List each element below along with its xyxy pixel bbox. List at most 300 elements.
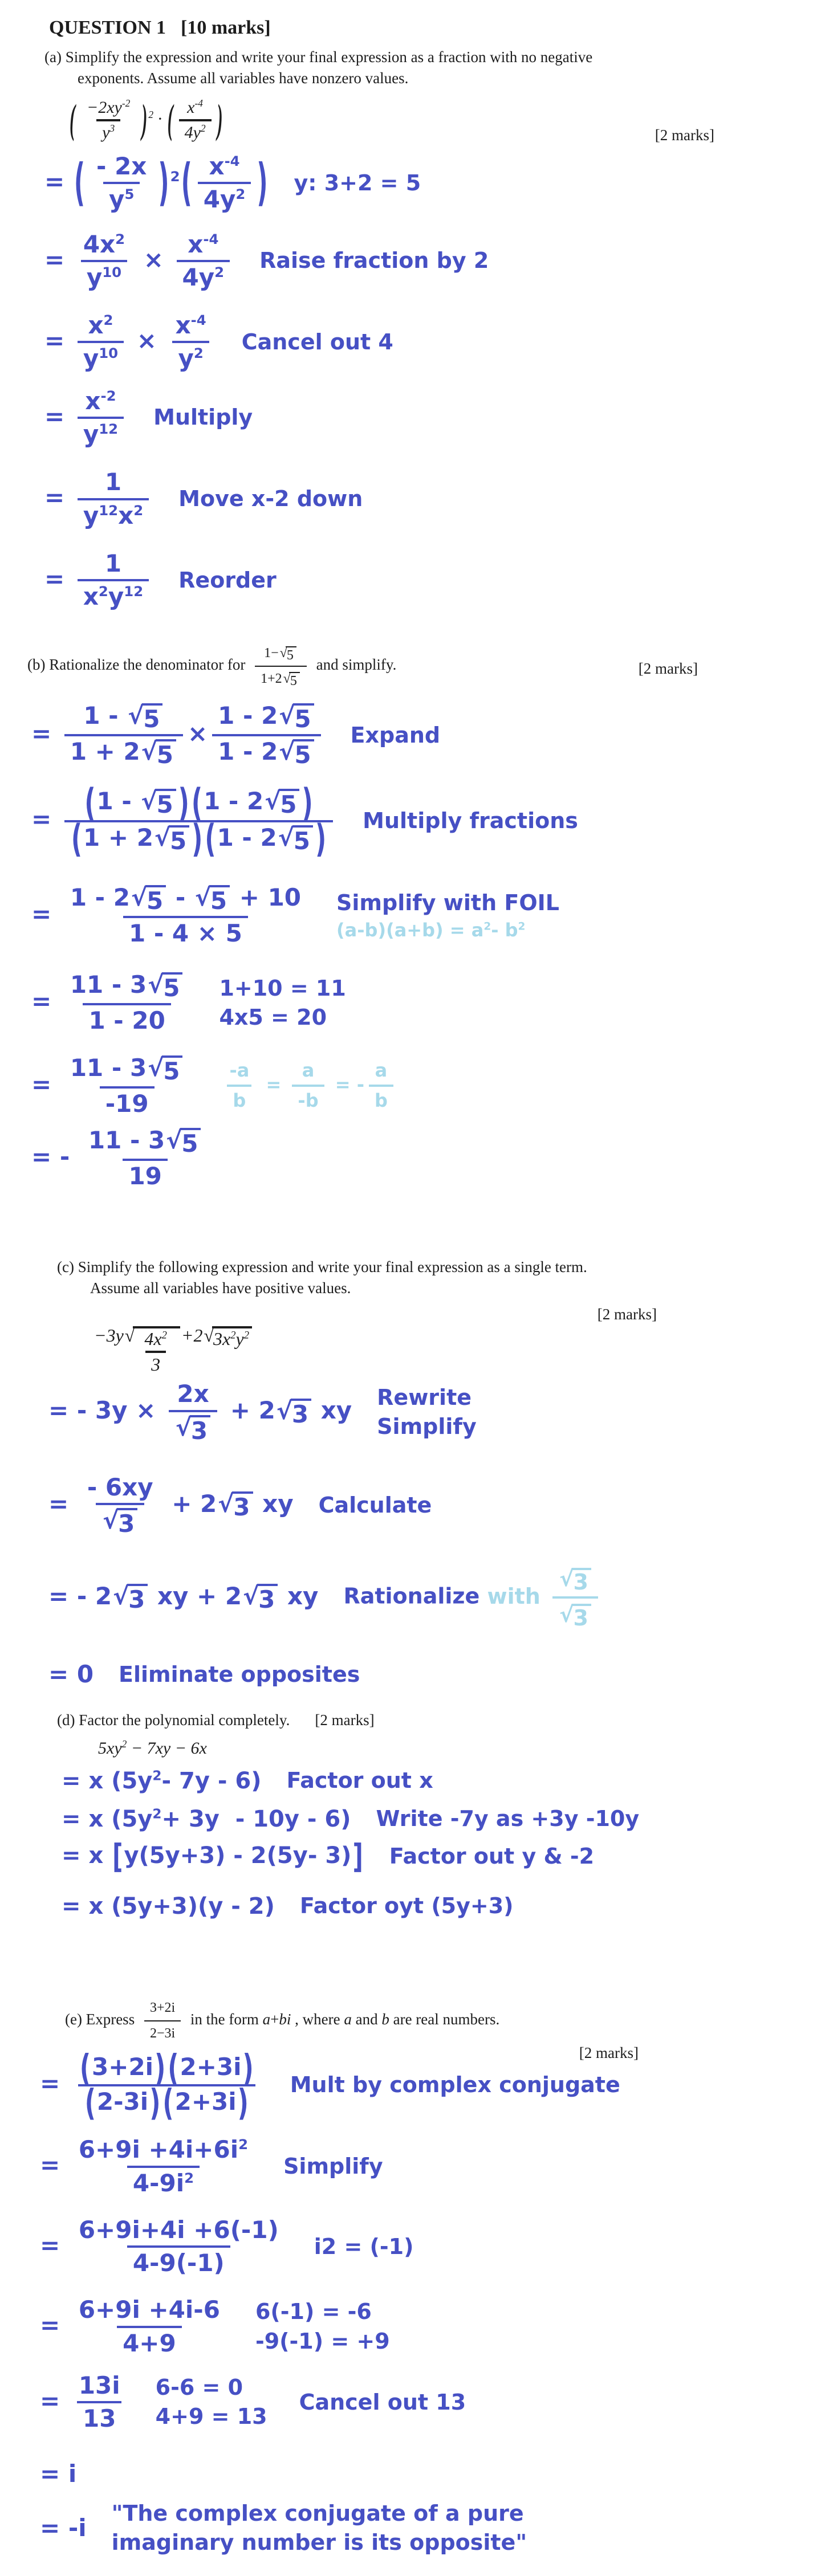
math-text: 4x5 = 20 — [219, 1004, 327, 1030]
math-text: 2+3i — [174, 2087, 237, 2116]
denominator — [78, 417, 124, 448]
annotation — [351, 721, 441, 750]
numerator — [171, 1380, 214, 1409]
solution-step — [40, 2372, 821, 2433]
math-text: xy — [254, 1490, 294, 1518]
annotations-column — [242, 328, 393, 357]
denominator — [145, 1351, 166, 1375]
exponent: 12 — [99, 421, 119, 438]
math-text: 5 — [163, 974, 180, 1002]
math-text: 1 - 4 × 5 — [129, 919, 242, 947]
math-text: = - 2 — [48, 1582, 112, 1610]
bracket-open: [ — [112, 1837, 123, 1876]
math-text: Simplify — [283, 2153, 383, 2179]
math-text: (e) Express — [65, 2011, 139, 2028]
part-b-marks: [2 marks] — [638, 660, 698, 677]
math-text: y — [109, 185, 125, 214]
math-text: × — [135, 245, 172, 274]
paren-close: ) — [155, 2047, 166, 2089]
math-text: 1+2 — [261, 671, 282, 686]
math-text: 3 — [118, 1510, 135, 1538]
math-text: 6-6 = 0 — [155, 2375, 243, 2400]
sqrt-radical — [128, 703, 162, 732]
sqrt-radical — [218, 1491, 253, 1521]
annotations-column — [178, 566, 277, 595]
annotation — [153, 403, 253, 432]
math-text: 1 - — [83, 702, 127, 729]
annotations-column-2 — [299, 2388, 466, 2417]
math-text: Factor oyt (5y+3) — [299, 1893, 514, 1918]
math-text: 3 — [573, 1605, 588, 1631]
solution-step — [40, 2296, 821, 2357]
math-text: = - — [328, 1074, 364, 1096]
math-text: - 7y - 6) — [161, 1767, 262, 1794]
math-text: Eliminate opposites — [119, 1661, 360, 1687]
math-text: = — [44, 483, 73, 512]
radical-sign-icon: √ — [278, 823, 294, 851]
math-text: 3 — [151, 1354, 161, 1375]
sqrt-radical — [155, 825, 189, 854]
radical-sign-icon: √ — [124, 1325, 135, 1346]
radicand — [155, 789, 176, 818]
sqrt-radical — [176, 1415, 210, 1444]
exponent: 2 — [121, 1738, 127, 1750]
math-text: Move x-2 down — [178, 486, 363, 512]
numerator — [182, 231, 224, 260]
paren-close: ) — [217, 97, 223, 142]
math-text: - 6xy — [87, 1473, 153, 1501]
solution-step — [44, 312, 821, 373]
math-text: 1 - 2 — [218, 737, 278, 766]
numerator — [73, 2372, 126, 2401]
annotations-column — [290, 2070, 620, 2100]
handwritten-math-line — [62, 1837, 364, 1876]
denominator — [169, 1410, 217, 1444]
math-text: y — [178, 344, 194, 373]
handwritten-math-line — [40, 2216, 289, 2277]
math-text: = — [44, 564, 73, 593]
radicand — [145, 885, 166, 914]
math-text: y — [83, 501, 99, 529]
radical-sign-icon: √ — [276, 1396, 292, 1425]
math-text: = — [44, 245, 73, 274]
math-text: × — [128, 326, 165, 354]
radicand — [293, 739, 314, 768]
sqrt-radical — [265, 789, 299, 818]
solution-step — [31, 884, 821, 947]
math-text: = — [31, 1070, 60, 1098]
solution-step — [48, 1380, 821, 1444]
radicand — [232, 1491, 253, 1521]
denominator — [81, 260, 127, 291]
annotations-column — [219, 974, 346, 1033]
math-text: 6+9i+4i +6(-1) — [78, 2215, 279, 2244]
math-text: 1 - 2 — [70, 883, 130, 911]
math-text: = — [259, 1074, 288, 1096]
numerator — [64, 884, 307, 916]
math-text: -9(-1) = +9 — [255, 2328, 390, 2354]
question-header — [49, 17, 821, 39]
math-text: 4x — [144, 1328, 162, 1349]
exponent: 2 — [200, 123, 206, 134]
denominator — [255, 666, 307, 690]
fraction — [91, 153, 152, 214]
part-c-steps — [0, 1380, 821, 1689]
math-text: x — [83, 582, 99, 611]
math-text: i2 = (-1) — [314, 2233, 414, 2259]
paren-open: ( — [79, 2047, 91, 2089]
denominator — [227, 1085, 251, 1113]
numerator — [81, 98, 136, 119]
math-text: 3x — [213, 1328, 231, 1349]
handwritten-math-line — [44, 550, 153, 611]
denominator — [78, 579, 149, 610]
radical-sign-icon: √ — [148, 971, 164, 999]
radical-sign-icon: √ — [283, 671, 291, 686]
sqrt-radical — [278, 825, 313, 854]
numerator — [79, 388, 121, 417]
paren-open: ( — [70, 97, 75, 142]
radicand — [212, 1326, 252, 1349]
fraction — [255, 643, 307, 690]
paren-open: ( — [84, 780, 96, 825]
math-text: 5 — [143, 705, 160, 733]
denominator — [198, 182, 251, 213]
radicand — [257, 1584, 278, 1613]
radicand — [162, 1055, 182, 1085]
fraction — [73, 2216, 284, 2277]
math-text: Calculate — [318, 1492, 432, 1518]
math-text: (a-b)(a+b) = a — [336, 919, 484, 941]
paren-open: ( — [191, 780, 203, 825]
math-text: Rewrite — [377, 1384, 472, 1410]
annotation — [112, 2528, 527, 2557]
annotations-column — [283, 2152, 383, 2181]
math-text: = — [40, 2311, 68, 2339]
annotation — [336, 888, 559, 918]
radical-sign-icon: √ — [131, 883, 147, 911]
math-text: x — [187, 98, 195, 117]
handwritten-math-line — [31, 780, 338, 861]
math-text: and simplify. — [312, 656, 397, 674]
math-text: y — [235, 1328, 244, 1349]
numerator — [73, 2296, 226, 2325]
part-b-steps — [0, 702, 821, 1191]
math-text: b — [233, 1090, 246, 1112]
math-text: Factor out x — [286, 1768, 433, 1793]
numerator — [258, 643, 303, 666]
denominator — [64, 816, 333, 861]
exponent: 10 — [99, 345, 119, 362]
exponent: 2 — [133, 502, 144, 519]
math-text: = i — [40, 2459, 77, 2488]
denominator — [103, 182, 140, 213]
annotations-column — [294, 169, 421, 198]
denominator — [212, 734, 320, 768]
math-text: 1 - — [96, 787, 140, 816]
math-text: -19 — [105, 1089, 149, 1118]
math-text: = — [40, 2386, 68, 2415]
math-text: 5 — [294, 705, 311, 733]
sqrt-radical — [559, 1568, 591, 1595]
exponent: 10 — [102, 263, 122, 280]
exponent: 2 — [184, 2169, 194, 2186]
part-d-prompt — [57, 1710, 290, 1731]
solution-step — [31, 702, 821, 768]
math-text: 5xy — [98, 1739, 122, 1758]
part-d-prompt-row — [57, 1710, 821, 1731]
exponent: 2 — [103, 312, 113, 329]
annotations-column — [336, 888, 559, 942]
radical-sign-icon: √ — [141, 787, 157, 816]
fraction — [170, 312, 212, 373]
math-text: 5 — [169, 826, 187, 855]
fraction — [78, 231, 131, 292]
denominator — [83, 1003, 170, 1034]
numerator — [144, 1998, 181, 2020]
math-text: = — [48, 1490, 77, 1518]
denominator — [78, 2081, 255, 2123]
math-text: y — [108, 582, 124, 611]
handwritten-math-line — [44, 231, 234, 292]
math-text: 4-9(-1) — [132, 2249, 225, 2277]
annotation — [389, 1842, 594, 1871]
math-text: -b — [298, 1090, 319, 1112]
math-text: 11 - 3 — [70, 1053, 147, 1082]
solution-step — [44, 231, 821, 292]
math-text: 5 — [293, 826, 310, 855]
exponent: 5 — [124, 186, 135, 203]
paren-open: ( — [162, 2081, 174, 2123]
math-text: = x (5y+3)(y - 2) — [62, 1893, 275, 1919]
numerator — [64, 971, 190, 1003]
paren-open: ( — [181, 153, 192, 212]
annotations-column — [255, 2297, 390, 2356]
math-text: 4y — [184, 123, 201, 142]
math-text: 2-3i — [96, 2087, 149, 2116]
part-b-section — [0, 643, 821, 1191]
math-text: = x — [62, 1843, 112, 1869]
exponent: 2 — [152, 1806, 162, 1822]
paren-close: ) — [158, 153, 169, 212]
exponent: 12 — [99, 502, 119, 519]
numerator — [78, 702, 169, 734]
exponent: -4 — [203, 230, 219, 247]
math-text: Expand — [350, 722, 441, 748]
math-text: b — [374, 1090, 388, 1112]
annotation — [376, 1804, 640, 1833]
math-text: × — [187, 719, 208, 748]
math-text: Write -7y as +3y -10y — [376, 1806, 640, 1832]
handwritten-math-line — [44, 388, 128, 449]
math-text: in the form — [186, 2011, 263, 2028]
math-text: y — [86, 263, 103, 291]
sqrt-radical — [141, 789, 176, 818]
math-text: Rationalize — [343, 1583, 487, 1609]
solution-step — [40, 2136, 821, 2197]
solution-step — [31, 780, 821, 861]
math-text: exponents. Assume all variables have nonzero values. — [78, 70, 409, 87]
annotations-column — [119, 1660, 360, 1689]
radicand — [293, 703, 314, 732]
exponent: 2 — [238, 2136, 249, 2153]
annotation — [255, 2297, 390, 2326]
math-text: = — [44, 167, 73, 195]
numerator — [212, 702, 320, 734]
math-text: - b — [491, 919, 518, 941]
fraction — [78, 312, 124, 373]
sqrt-radical — [103, 1508, 137, 1537]
radicand — [127, 1584, 148, 1613]
handwritten-math-line — [40, 2460, 76, 2488]
math-text: 5 — [146, 886, 164, 915]
radicand — [289, 672, 300, 688]
math-text: , where — [291, 2011, 344, 2028]
radicand — [572, 1568, 591, 1595]
paren-close: ) — [149, 2081, 161, 2123]
annotation — [156, 2402, 267, 2431]
fraction — [64, 884, 307, 947]
math-text: Cancel out 4 — [241, 329, 393, 354]
prompt-line — [57, 1257, 821, 1278]
math-text: a — [302, 1059, 315, 1082]
math-text: + 2 — [222, 1396, 275, 1425]
math-variable: a — [344, 2011, 352, 2028]
exponent: 2 — [148, 108, 154, 120]
annotation — [219, 1058, 397, 1113]
fraction — [73, 2296, 226, 2357]
prompt-line — [27, 643, 821, 690]
radicand — [286, 646, 296, 663]
denominator — [123, 916, 248, 947]
radical-sign-icon: √ — [243, 1582, 259, 1610]
math-text: xy — [312, 1396, 352, 1425]
solution-step — [31, 1127, 821, 1190]
paren-close: ) — [257, 153, 268, 212]
numerator — [296, 1058, 320, 1085]
handwritten-math-line — [48, 1380, 352, 1444]
fraction — [81, 98, 136, 142]
exponent: -4 — [224, 153, 240, 169]
math-variable: b — [381, 2011, 389, 2028]
solution-step — [44, 153, 821, 214]
math-text: 3 — [190, 1416, 208, 1445]
math-text: x — [209, 152, 225, 180]
paren-close: ) — [192, 816, 203, 861]
math-text: +2 — [181, 1325, 203, 1346]
math-text: 5 — [294, 741, 311, 769]
annotation — [219, 974, 346, 1003]
solution-step — [48, 1474, 821, 1537]
math-text: 1− — [264, 646, 279, 661]
annotation — [255, 2327, 390, 2356]
fraction — [64, 780, 333, 861]
exponent: 2 — [152, 1768, 162, 1784]
radicand — [291, 1399, 311, 1428]
fraction — [78, 468, 149, 529]
math-text: 1+10 = 11 — [219, 975, 346, 1001]
radical-sign-icon: √ — [559, 1566, 574, 1592]
numerator — [203, 153, 245, 182]
part-c-section — [0, 1257, 821, 1689]
handwritten-math-line — [48, 1661, 94, 1688]
part-a-steps — [0, 153, 821, 611]
numerator — [170, 312, 212, 341]
handwritten-math-line — [40, 2296, 230, 2357]
solution-step — [44, 388, 821, 449]
math-text: + 2 — [163, 1490, 217, 1518]
math-text: Factor out y & -2 — [389, 1843, 595, 1869]
annotation — [300, 1892, 514, 1921]
math-text: y — [102, 123, 110, 142]
paren-close: ) — [302, 780, 313, 825]
math-variable: a — [262, 2011, 271, 2028]
fraction — [83, 1127, 208, 1190]
annotations-column — [389, 1842, 594, 1871]
prompt-line — [44, 47, 821, 68]
sqrt-radical — [559, 1604, 591, 1631]
solution-step — [48, 1564, 821, 1631]
math-text: = x (5y — [62, 1805, 153, 1832]
radical-sign-icon: √ — [194, 883, 211, 911]
math-text: 1 - 2 — [204, 787, 264, 816]
math-text: 5 — [156, 790, 173, 819]
numerator — [181, 98, 209, 119]
math-text: 3 — [573, 1570, 588, 1595]
fraction — [212, 702, 320, 768]
math-text: xy + 2 — [149, 1582, 242, 1610]
part-d-given-expression — [98, 1739, 821, 1758]
math-text: 6+9i +4i-6 — [78, 2296, 220, 2324]
annotations-column — [319, 1491, 432, 1520]
numerator — [139, 1329, 172, 1351]
math-text: · — [153, 109, 166, 128]
radical-sign-icon: √ — [279, 737, 295, 766]
radicand — [156, 739, 176, 768]
math-text: (d) Factor the polynomial completely. — [57, 1711, 290, 1729]
solution-step — [62, 1766, 821, 1795]
radical-sign-icon: √ — [265, 787, 281, 816]
math-text: Mult by complex conjugate — [290, 2072, 620, 2097]
radicand — [190, 1415, 210, 1444]
fraction — [82, 1474, 159, 1537]
radical-sign-icon: √ — [204, 1325, 214, 1346]
light-ink-note — [487, 1566, 603, 1631]
math-text: Multiply fractions — [363, 808, 578, 833]
handwritten-math-line — [31, 971, 194, 1034]
numerator — [83, 1127, 208, 1159]
fraction — [198, 153, 251, 214]
annotations-column — [343, 1564, 602, 1631]
radical-sign-icon: √ — [154, 823, 170, 851]
exponent: 12 — [124, 583, 144, 600]
radicand — [142, 703, 162, 732]
radical-sign-icon: √ — [218, 1490, 234, 1518]
fraction — [73, 2372, 126, 2433]
math-text: 3 — [291, 1400, 309, 1428]
math-text: 4+9 = 13 — [155, 2404, 267, 2430]
denominator — [127, 2245, 230, 2277]
math-text: 5 — [210, 886, 227, 915]
radical-sign-icon: √ — [175, 1413, 192, 1441]
paren-open: ( — [74, 153, 86, 212]
question-title: QUESTION 1 — [49, 17, 166, 38]
solution-step — [31, 971, 821, 1034]
annotation — [219, 1003, 346, 1032]
math-text: (a) Simplify the expression and write your final expression as a fraction with no negative — [44, 48, 593, 66]
math-text: = - 3y × — [48, 1396, 164, 1425]
math-text: 1 - 2 — [218, 702, 278, 729]
